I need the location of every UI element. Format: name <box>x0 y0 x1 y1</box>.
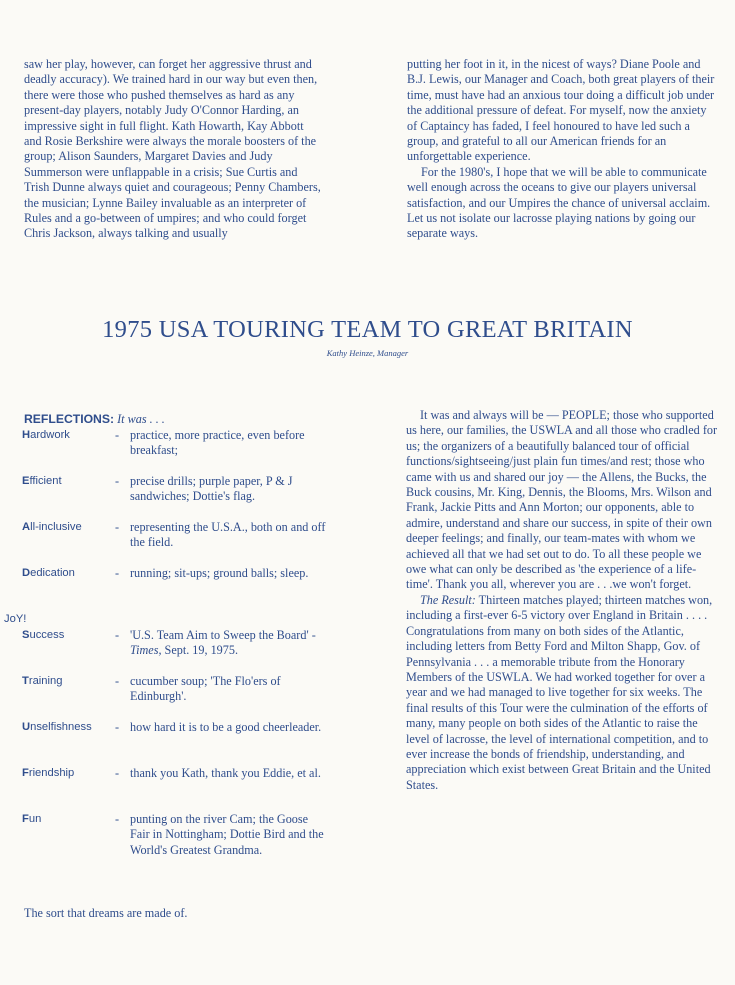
joy-label: JoY! <box>4 613 27 625</box>
entry-definition: thank you Kath, thank you Eddie, et al. <box>130 766 321 780</box>
entry-term: Success <box>22 629 65 641</box>
top-left-paragraph: saw her play, however, can forget her aggressive thrust and deadly accuracy). We trained hard in our way but even then, there were those who pushed themselves as hard as any present-day players, notably Judy O'Connor Harding, an impressive sight in full flight. Kath Howarth, Kay Abbott and Rosie Berkshire were always the morale boosters of the group; Alison Saunders, Margaret Davies and Judy Summerson were unflappable in a crisis; Sue Curtis and Trish Dunne always quiet and courageous; Penny Chambers, the musician; Lynne Bailey invaluable as an interpreter of Rules and a go-between of umpires; and who could forget Chris Jackson, always talking and usually <box>24 57 321 241</box>
entry-definition: running; sit-ups; ground balls; sleep. <box>130 566 309 580</box>
top-right-paragraph-1: putting her foot in it, in the nicest of ways? Diane Poole and B.J. Lewis, our Manager and Coach, both great players of their time, must have had an anxious tour doing a difficult job under the additional pressure of defeat. For myself, now the anxiety of Captaincy has faded, I feel honoured to have led such a group, and grateful to all our American friends for an unforgettable experience. <box>407 57 715 164</box>
entry-definition: how hard it is to be a good cheerleader. <box>130 720 322 734</box>
entry-term: Dedication <box>22 567 75 579</box>
entry-term: Training <box>22 675 63 687</box>
entry-definition: punting on the river Cam; the Goose Fair in Nottingham; Dottie Bird and the World's Greatest Grandma. <box>130 812 324 857</box>
entry-definition: cucumber soup; 'The Flo'ers of Edinburgh'. <box>130 674 281 704</box>
entry-term: Friendship <box>22 767 75 779</box>
entry-term: Efficient <box>22 475 62 487</box>
result-paragraph <box>406 593 720 793</box>
top-right-column <box>407 57 719 242</box>
entry-dash: - <box>115 566 120 580</box>
article-title: 1975 USA TOURING TEAM TO GREAT BRITAIN <box>102 316 633 343</box>
entry-definition: precise drills; purple paper, P & J sandwiches; Dottie's flag. <box>130 474 293 504</box>
top-left-column <box>24 57 324 242</box>
result-label: The Result: <box>420 592 476 607</box>
top-right-paragraph-2: For the 1980's, I hope that we will be able to communicate well enough across the oceans to give our players universal satisfaction, and our Umpires the chance of universal acclaim. Let us not isolate our lacrosse playing nations by going our separate ways. <box>407 164 711 241</box>
entry-definition: practice, more practice, even before breakfast; <box>130 428 305 458</box>
reflections-heading <box>24 412 165 427</box>
closing-line: The sort that dreams are made of. <box>24 906 188 920</box>
entry-dash: - <box>115 520 120 534</box>
people-paragraph: It was and always will be — PEOPLE; those who supported us here, our families, the USWLA and all those who cradled for us; the organizers of a beautifully balanced tour of official functions/sightseeing/just plain fun times/and rest; those who came with us and shared our joy — the Allens, the Bucks, the Buck cousins, Mr. King, Dennis, the Blooms, Mrs. Wilson and Frank, Jackie Pitts and Ann Morton; our opponents, able to admire, understand and share our success, in spite of their own deeper feelings; and finally, our team-mates with whom we achieved all that we had set out to do. To all these people we owe what can only be described as 'the experience of a life-time'. Thank you all, wherever you are . . .we won't forget. <box>406 408 718 592</box>
entry-dash: - <box>115 428 120 442</box>
result-text: Thirteen matches played; thirteen matches won, including a first-ever 6-5 victory over England in Britain . . . . Congratulations from many on both sides of the Atlantic, including letters from Betty Ford and Milton Shapp, Gov. of Pennsylvania . . . a memorable tribute from the Honorary Members of the USWLA. We had worked together for over a year and we had managed to live together for six weeks. The final results of this Tour were the culmination of the efforts of many, many people on both sides of the Atlantic to raise the level of lacrosse, the level of international competition, and to ever increase the bonds of friendship, understanding, and appreciation which exist between Great Britain and the United States. <box>406 592 713 792</box>
article-byline: Kathy Heinze, Manager <box>326 348 409 358</box>
entry-definition: 'U.S. Team Aim to Sweep the Board' - Times, Sept. 19, 1975. <box>130 628 316 658</box>
entry-dash: - <box>115 812 120 826</box>
entry-dash: - <box>115 720 120 734</box>
entry-term: All-inclusive <box>22 521 82 533</box>
bottom-right-column <box>406 408 720 793</box>
entry-dash: - <box>115 628 120 642</box>
reflections-label: REFLECTIONS: <box>24 412 115 426</box>
entry-term: Unselfishness <box>22 721 92 733</box>
entry-dash: - <box>115 474 120 488</box>
entry-dash: - <box>115 766 120 780</box>
entry-term: Fun <box>22 813 42 825</box>
reflections-intro: It was . . . <box>117 412 165 426</box>
entry-term: Hardwork <box>22 429 70 441</box>
entry-dash: - <box>115 674 120 688</box>
entry-definition: representing the U.S.A., both on and off the field. <box>130 520 326 550</box>
